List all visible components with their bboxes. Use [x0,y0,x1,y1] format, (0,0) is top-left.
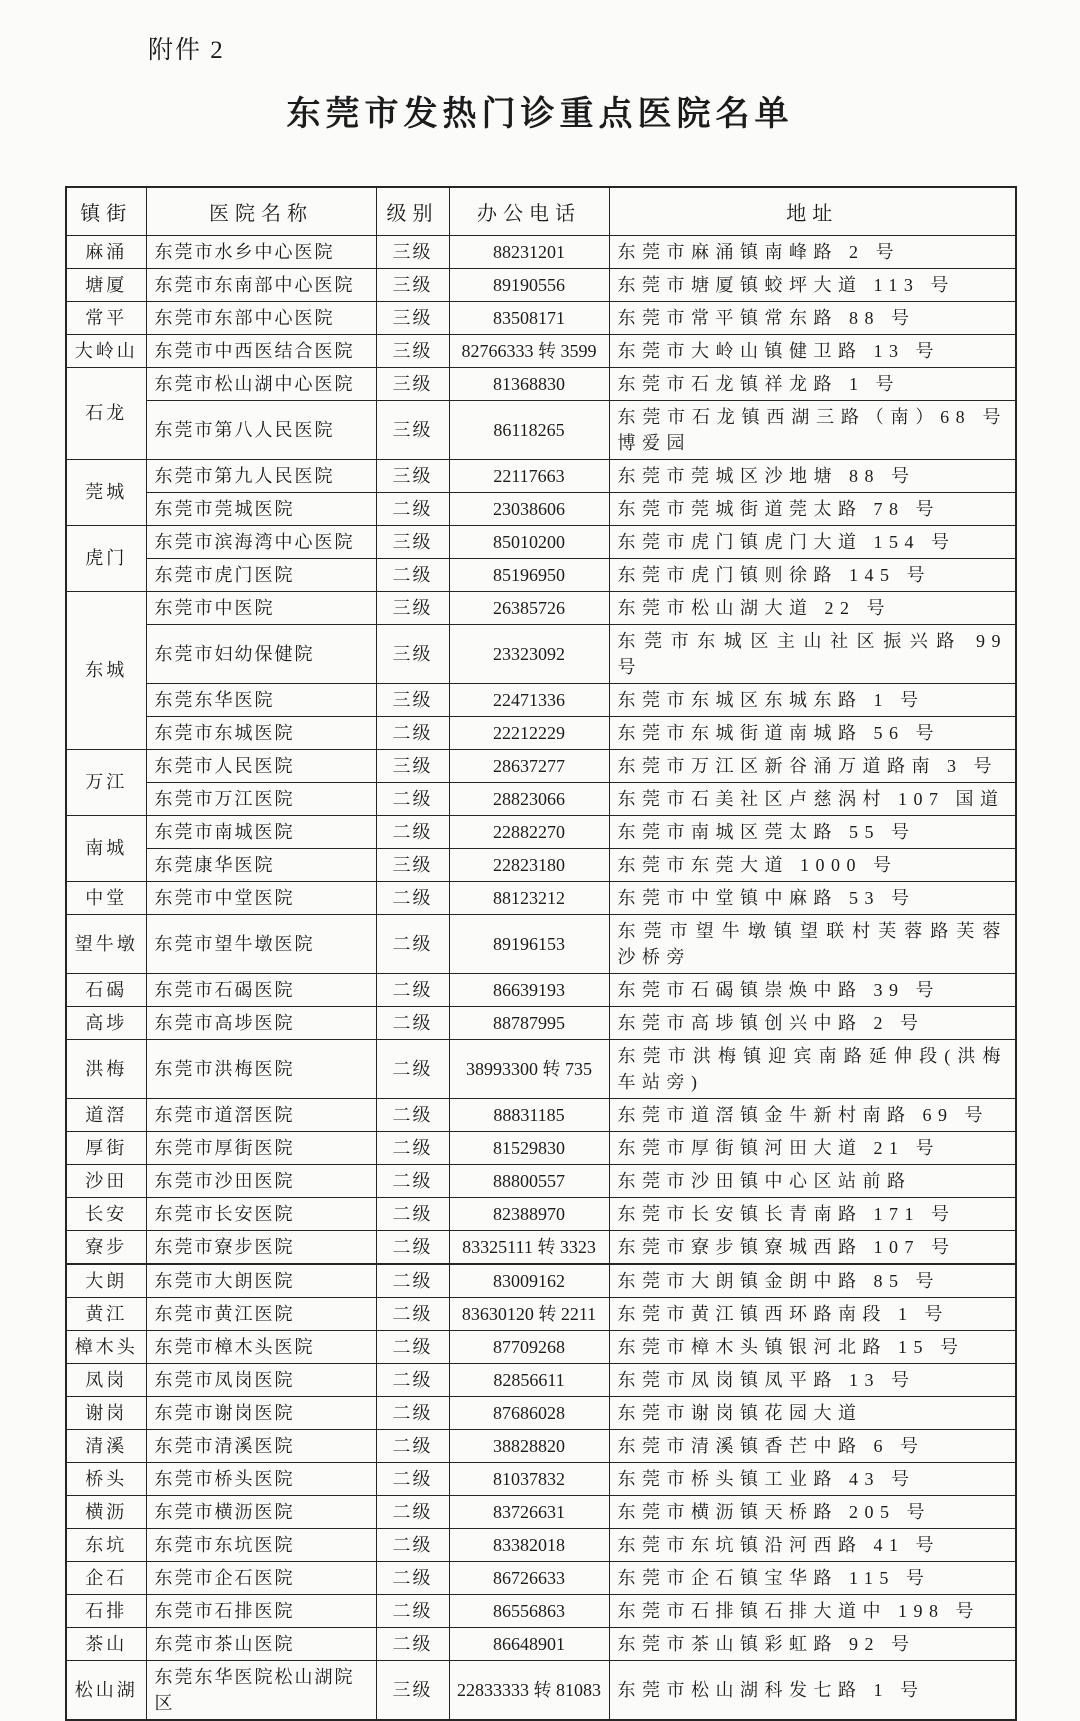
phone-cell: 81368830 [449,367,609,400]
hospital-name-cell: 东莞市东坑医院 [146,1528,376,1561]
address-cell: 东莞市厚街镇河田大道 21 号 [609,1131,1016,1164]
table-row [66,1363,1016,1396]
address-cell: 东莞市望牛墩镇望联村芙蓉路芙蓉沙桥旁 [609,914,1016,973]
phone-cell: 86118265 [449,400,609,459]
level-cell: 二级 [376,1396,449,1429]
level-cell: 二级 [376,1330,449,1363]
address-cell: 东莞市道滘镇金牛新村南路 69 号 [609,1098,1016,1131]
address-cell: 东莞市麻涌镇南峰路 2 号 [609,235,1016,268]
hospital-name-cell: 东莞市茶山医院 [146,1627,376,1660]
phone-cell: 23038606 [449,492,609,525]
level-cell: 二级 [376,1363,449,1396]
table-row [66,558,1016,591]
address-cell: 东莞市莞城街道莞太路 78 号 [609,492,1016,525]
level-cell: 三级 [376,1660,449,1720]
table-row [66,1006,1016,1039]
hospital-name-cell: 东莞市大朗医院 [146,1264,376,1298]
level-cell: 二级 [376,558,449,591]
level-cell: 二级 [376,1594,449,1627]
town-cell: 沙田 [66,1164,146,1197]
phone-cell: 83508171 [449,301,609,334]
hospital-name-cell: 东莞市石碣医院 [146,973,376,1006]
town-cell: 东坑 [66,1528,146,1561]
table-row [66,459,1016,492]
table-row [66,367,1016,400]
hospital-name-cell: 东莞市中西医结合医院 [146,334,376,367]
level-cell: 二级 [376,716,449,749]
address-cell: 东莞市茶山镇彩虹路 92 号 [609,1627,1016,1660]
level-cell: 二级 [376,1164,449,1197]
level-cell: 二级 [376,1495,449,1528]
address-cell: 东莞市石龙镇西湖三路（南）68 号博爱园 [609,400,1016,459]
table-body [66,235,1016,1720]
table-row [66,1098,1016,1131]
address-cell: 东莞市东城街道南城路 56 号 [609,716,1016,749]
hospital-name-cell: 东莞市中堂医院 [146,881,376,914]
town-cell: 桥头 [66,1462,146,1495]
level-cell: 二级 [376,1528,449,1561]
table-row [66,1396,1016,1429]
level-cell: 三级 [376,749,449,782]
column-header-2: 级别 [376,187,449,235]
address-cell: 东莞市中堂镇中麻路 53 号 [609,881,1016,914]
hospital-name-cell: 东莞市寮步医院 [146,1230,376,1264]
hospital-name-cell: 东莞市长安医院 [146,1197,376,1230]
phone-cell: 83325111 转 3323 [449,1230,609,1264]
town-cell: 茶山 [66,1627,146,1660]
town-cell: 石龙 [66,367,146,459]
phone-cell: 87709268 [449,1330,609,1363]
phone-cell: 86726633 [449,1561,609,1594]
table-row [66,914,1016,973]
table-row [66,683,1016,716]
level-cell: 三级 [376,683,449,716]
phone-cell: 82766333 转 3599 [449,334,609,367]
hospital-name-cell: 东莞市人民医院 [146,749,376,782]
phone-cell: 83009162 [449,1264,609,1298]
table-row [66,1594,1016,1627]
hospital-name-cell: 东莞市黄江医院 [146,1297,376,1330]
town-cell: 南城 [66,815,146,881]
table-row [66,1131,1016,1164]
town-cell: 塘厦 [66,268,146,301]
hospital-name-cell: 东莞市东部中心医院 [146,301,376,334]
hospital-name-cell: 东莞市望牛墩医院 [146,914,376,973]
hospital-name-cell: 东莞市水乡中心医院 [146,235,376,268]
address-cell: 东莞市东城区东城东路 1 号 [609,683,1016,716]
town-cell: 谢岗 [66,1396,146,1429]
hospital-name-cell: 东莞市南城医院 [146,815,376,848]
level-cell: 三级 [376,334,449,367]
level-cell: 二级 [376,1561,449,1594]
level-cell: 二级 [376,1627,449,1660]
address-cell: 东莞市长安镇长青南路 171 号 [609,1197,1016,1230]
phone-cell: 88787995 [449,1006,609,1039]
town-cell: 清溪 [66,1429,146,1462]
hospital-name-cell: 东莞市沙田医院 [146,1164,376,1197]
address-cell: 东莞市石排镇石排大道中 198 号 [609,1594,1016,1627]
level-cell: 三级 [376,400,449,459]
town-cell: 莞城 [66,459,146,525]
hospital-name-cell: 东莞市厚街医院 [146,1131,376,1164]
address-cell: 东莞市沙田镇中心区站前路 [609,1164,1016,1197]
phone-cell: 22117663 [449,459,609,492]
table-row [66,1330,1016,1363]
level-cell: 三级 [376,848,449,881]
hospital-name-cell: 东莞市妇幼保健院 [146,624,376,683]
address-cell: 东莞市清溪镇香芒中路 6 号 [609,1429,1016,1462]
table-row [66,881,1016,914]
table-row [66,815,1016,848]
address-cell: 东莞市黄江镇西环路南段 1 号 [609,1297,1016,1330]
table-row [66,848,1016,881]
level-cell: 二级 [376,782,449,815]
address-cell: 东莞市虎门镇则徐路 145 号 [609,558,1016,591]
town-cell: 高埗 [66,1006,146,1039]
phone-cell: 88123212 [449,881,609,914]
phone-cell: 88831185 [449,1098,609,1131]
table-row [66,1297,1016,1330]
address-cell: 东莞市洪梅镇迎宾南路延伸段(洪梅车站旁) [609,1039,1016,1098]
address-cell: 东莞市高埗镇创兴中路 2 号 [609,1006,1016,1039]
phone-cell: 86648901 [449,1627,609,1660]
address-cell: 东莞市桥头镇工业路 43 号 [609,1462,1016,1495]
hospital-name-cell: 东莞市东南部中心医院 [146,268,376,301]
table-row [66,1164,1016,1197]
address-cell: 东莞市常平镇常东路 88 号 [609,301,1016,334]
town-cell: 东城 [66,591,146,749]
column-header-3: 办公电话 [449,187,609,235]
address-cell: 东莞市谢岗镇花园大道 [609,1396,1016,1429]
address-cell: 东莞市松山湖大道 22 号 [609,591,1016,624]
level-cell: 三级 [376,459,449,492]
level-cell: 三级 [376,367,449,400]
table-row [66,492,1016,525]
phone-cell: 83382018 [449,1528,609,1561]
hospital-name-cell: 东莞市滨海湾中心医院 [146,525,376,558]
town-cell: 常平 [66,301,146,334]
hospital-name-cell: 东莞康华医院 [146,848,376,881]
phone-cell: 26385726 [449,591,609,624]
column-header-4: 地址 [609,187,1016,235]
level-cell: 二级 [376,1462,449,1495]
table-row [66,973,1016,1006]
town-cell: 樟木头 [66,1330,146,1363]
table-row [66,525,1016,558]
table-row [66,1264,1016,1298]
phone-cell: 81529830 [449,1131,609,1164]
address-cell: 东莞市寮步镇寮城西路 107 号 [609,1230,1016,1264]
page-title: 东莞市发热门诊重点医院名单 [286,96,794,133]
table-row [66,591,1016,624]
town-cell: 道滘 [66,1098,146,1131]
phone-cell: 82856611 [449,1363,609,1396]
address-cell: 东莞市莞城区沙地塘 88 号 [609,459,1016,492]
town-cell: 望牛墩 [66,914,146,973]
hospital-name-cell: 东莞市横沥医院 [146,1495,376,1528]
town-cell: 石碣 [66,973,146,1006]
level-cell: 二级 [376,1230,449,1264]
hospital-name-cell: 东莞市谢岗医院 [146,1396,376,1429]
hospital-name-cell: 东莞东华医院 [146,683,376,716]
phone-cell: 86556863 [449,1594,609,1627]
level-cell: 二级 [376,1006,449,1039]
table-row [66,1627,1016,1660]
table-row [66,1039,1016,1098]
hospital-name-cell: 东莞市虎门医院 [146,558,376,591]
level-cell: 二级 [376,1197,449,1230]
table-row [66,749,1016,782]
town-cell: 大岭山 [66,334,146,367]
table-row [66,1230,1016,1264]
level-cell: 三级 [376,301,449,334]
address-cell: 东莞市石碣镇崇焕中路 39 号 [609,973,1016,1006]
phone-cell: 85010200 [449,525,609,558]
town-cell: 黄江 [66,1297,146,1330]
phone-cell: 88231201 [449,235,609,268]
address-cell: 东莞市大朗镇金朗中路 85 号 [609,1264,1016,1298]
address-cell: 东莞市樟木头镇银河北路 15 号 [609,1330,1016,1363]
address-cell: 东莞市东莞大道 1000 号 [609,848,1016,881]
level-cell: 三级 [376,235,449,268]
hospital-name-cell: 东莞市道滘医院 [146,1098,376,1131]
phone-cell: 38828820 [449,1429,609,1462]
town-cell: 长安 [66,1197,146,1230]
phone-cell: 86639193 [449,973,609,1006]
town-cell: 企石 [66,1561,146,1594]
table-row [66,1660,1016,1720]
town-cell: 洪梅 [66,1039,146,1098]
phone-cell: 22882270 [449,815,609,848]
phone-cell: 22471336 [449,683,609,716]
phone-cell: 83630120 转 2211 [449,1297,609,1330]
town-cell: 大朗 [66,1264,146,1298]
address-cell: 东莞市松山湖科发七路 1 号 [609,1660,1016,1720]
phone-cell: 85196950 [449,558,609,591]
phone-cell: 22823180 [449,848,609,881]
hospital-name-cell: 东莞市企石医院 [146,1561,376,1594]
phone-cell: 82388970 [449,1197,609,1230]
address-cell: 东莞市万江区新谷涌万道路南 3 号 [609,749,1016,782]
hospital-name-cell: 东莞市东城医院 [146,716,376,749]
phone-cell: 28823066 [449,782,609,815]
table-row [66,1495,1016,1528]
hospital-name-cell: 东莞市莞城医院 [146,492,376,525]
level-cell: 三级 [376,525,449,558]
address-cell: 东莞市虎门镇虎门大道 154 号 [609,525,1016,558]
hospital-name-cell: 东莞市松山湖中心医院 [146,367,376,400]
phone-cell: 87686028 [449,1396,609,1429]
table-row [66,716,1016,749]
level-cell: 三级 [376,591,449,624]
phone-cell: 23323092 [449,624,609,683]
level-cell: 二级 [376,492,449,525]
address-cell: 东莞市横沥镇天桥路 205 号 [609,1495,1016,1528]
level-cell: 二级 [376,1264,449,1298]
address-cell: 东莞市企石镇宝华路 115 号 [609,1561,1016,1594]
hospital-name-cell: 东莞东华医院松山湖院区 [146,1660,376,1720]
hospital-name-cell: 东莞市高埗医院 [146,1006,376,1039]
table-header-row [66,187,1016,235]
phone-cell: 22833333 转 81083 [449,1660,609,1720]
address-cell: 东莞市大岭山镇健卫路 13 号 [609,334,1016,367]
address-cell: 东莞市东城区主山社区振兴路 99 号 [609,624,1016,683]
address-cell: 东莞市凤岗镇凤平路 13 号 [609,1363,1016,1396]
address-cell: 东莞市石美社区卢慈涡村 107 国道 [609,782,1016,815]
level-cell: 二级 [376,1039,449,1098]
table-row [66,268,1016,301]
town-cell: 横沥 [66,1495,146,1528]
address-cell: 东莞市东坑镇沿河西路 41 号 [609,1528,1016,1561]
level-cell: 二级 [376,1098,449,1131]
phone-cell: 88800557 [449,1164,609,1197]
table-row [66,1528,1016,1561]
level-cell: 二级 [376,1131,449,1164]
hospital-name-cell: 东莞市桥头医院 [146,1462,376,1495]
attachment-label: 附件 2 [148,37,225,64]
town-cell: 松山湖 [66,1660,146,1720]
address-cell: 东莞市南城区莞太路 55 号 [609,815,1016,848]
table-row [66,1462,1016,1495]
hospital-name-cell: 东莞市凤岗医院 [146,1363,376,1396]
table-row [66,1561,1016,1594]
table-row [66,624,1016,683]
phone-cell: 83726631 [449,1495,609,1528]
town-cell: 麻涌 [66,235,146,268]
town-cell: 寮步 [66,1230,146,1264]
town-cell: 中堂 [66,881,146,914]
hospital-name-cell: 东莞市樟木头医院 [146,1330,376,1363]
hospital-name-cell: 东莞市中医院 [146,591,376,624]
hospital-table [65,186,1017,1721]
level-cell: 二级 [376,881,449,914]
phone-cell: 81037832 [449,1462,609,1495]
level-cell: 二级 [376,815,449,848]
address-cell: 东莞市塘厦镇蛟坪大道 113 号 [609,268,1016,301]
level-cell: 二级 [376,1297,449,1330]
table-row [66,235,1016,268]
level-cell: 二级 [376,973,449,1006]
phone-cell: 89190556 [449,268,609,301]
table-row [66,400,1016,459]
town-cell: 万江 [66,749,146,815]
table-row [66,301,1016,334]
hospital-name-cell: 东莞市第八人民医院 [146,400,376,459]
table-row [66,782,1016,815]
phone-cell: 28637277 [449,749,609,782]
town-cell: 石排 [66,1594,146,1627]
level-cell: 二级 [376,914,449,973]
hospital-name-cell: 东莞市石排医院 [146,1594,376,1627]
phone-cell: 22212229 [449,716,609,749]
phone-cell: 89196153 [449,914,609,973]
phone-cell: 38993300 转 735 [449,1039,609,1098]
column-header-0: 镇街 [66,187,146,235]
hospital-name-cell: 东莞市万江医院 [146,782,376,815]
level-cell: 三级 [376,268,449,301]
table-header [66,187,1016,235]
level-cell: 二级 [376,1429,449,1462]
address-cell: 东莞市石龙镇祥龙路 1 号 [609,367,1016,400]
hospital-name-cell: 东莞市洪梅医院 [146,1039,376,1098]
level-cell: 三级 [376,624,449,683]
hospital-name-cell: 东莞市清溪医院 [146,1429,376,1462]
table-row [66,1197,1016,1230]
town-cell: 厚街 [66,1131,146,1164]
hospital-name-cell: 东莞市第九人民医院 [146,459,376,492]
table-row [66,334,1016,367]
column-header-1: 医院名称 [146,187,376,235]
town-cell: 虎门 [66,525,146,591]
town-cell: 凤岗 [66,1363,146,1396]
table-row [66,1429,1016,1462]
